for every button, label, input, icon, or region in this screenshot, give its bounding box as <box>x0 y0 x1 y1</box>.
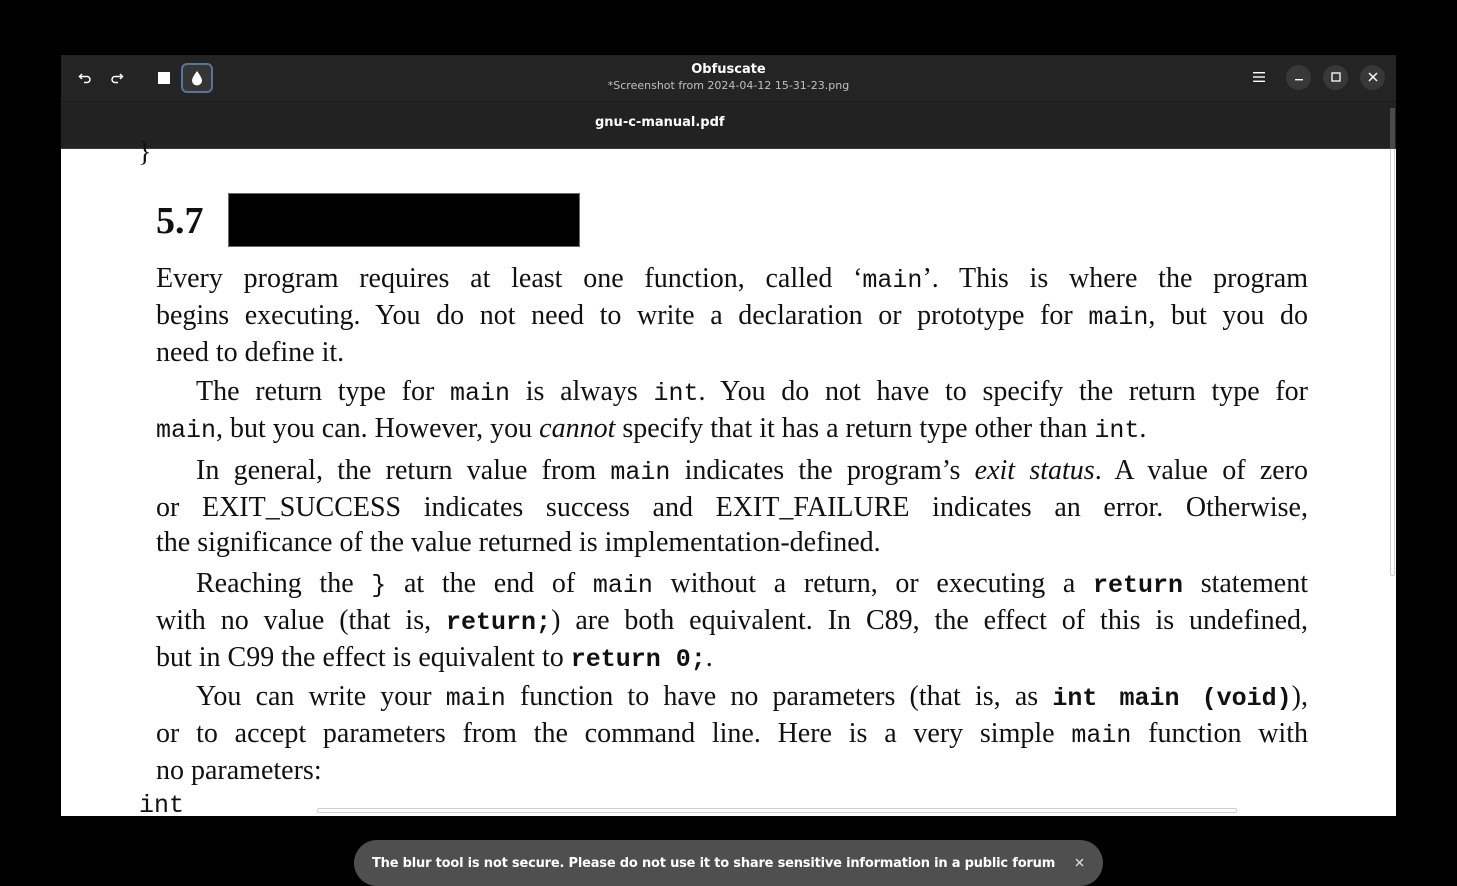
toast-message: The blur tool is not secure. Please do not use it to share sensitive information in a public forum <box>372 855 1056 871</box>
vertical-scrollbar[interactable] <box>1390 108 1395 576</box>
redo-button[interactable] <box>101 63 133 93</box>
blur-tool-button[interactable] <box>181 63 213 93</box>
inline-code: int <box>1094 416 1140 445</box>
section-number: 5.7 <box>156 200 204 242</box>
inline-code: main <box>445 684 506 713</box>
paragraph <box>156 453 1308 560</box>
code-fragment: int <box>139 791 185 820</box>
undo-button[interactable] <box>69 63 101 93</box>
inline-code: int main (void) <box>1052 684 1292 713</box>
inline-code: return; <box>446 608 552 637</box>
image-info-bar <box>61 102 1396 149</box>
horizontal-scrollbar[interactable] <box>317 808 1237 813</box>
inline-code: main <box>862 266 923 295</box>
text-line: need to define it. <box>156 337 345 368</box>
inline-code: main <box>1088 303 1149 332</box>
image-filename: gnu-c-manual.pdf <box>595 115 725 130</box>
inline-code: int <box>653 379 699 408</box>
window-title: Obfuscate <box>691 62 766 77</box>
text-line: begins executing. You do not need to write a declaration or prototype for main, but you do <box>156 300 1308 332</box>
title-block <box>61 62 1396 93</box>
inline-code: main <box>450 379 511 408</box>
text-line: The return type for main is always int. You do not have to specify the return type for <box>196 376 1308 408</box>
text-line: or EXIT_SUCCESS indicates success and EXIT_FAILURE indicates an error. Otherwise, <box>156 492 1308 523</box>
inline-code: } <box>371 571 387 600</box>
text-line: but in C99 the effect is equivalent to return 0;. <box>156 642 713 674</box>
inline-code: return 0; <box>570 645 706 674</box>
inline-code: return <box>1093 571 1184 600</box>
emphasis: exit status <box>974 455 1095 486</box>
main-menu-button[interactable] <box>1243 63 1275 93</box>
redo-icon <box>110 71 124 85</box>
text-line: Every program requires at least one function, called ‘main’. This is where the program <box>156 263 1308 295</box>
vertical-scrollbar-thumb[interactable] <box>1390 108 1395 149</box>
blur-drop-icon <box>191 70 203 86</box>
app-window <box>61 55 1396 871</box>
window-subtitle: *Screenshot from 2024-04-12 15-31-23.png <box>607 79 850 92</box>
minimize-button[interactable] <box>1286 65 1311 90</box>
toast-close-button[interactable] <box>1069 853 1089 873</box>
maximize-icon <box>1331 69 1341 87</box>
maximize-button[interactable] <box>1323 65 1348 90</box>
close-icon <box>1368 69 1378 87</box>
paragraph <box>156 679 1308 788</box>
warning-toast <box>354 840 1103 886</box>
text-line: the significance of the value returned is implementation-defined. <box>156 527 881 558</box>
fill-tool-button[interactable] <box>148 63 180 93</box>
code-closing-brace: } <box>138 137 152 168</box>
emphasis: cannot <box>539 413 616 444</box>
close-icon <box>1075 854 1084 872</box>
text-line: Reaching the } at the end of main without a return, or executing a return statement <box>196 568 1309 600</box>
image-canvas[interactable] <box>61 137 1396 871</box>
minimize-icon <box>1294 69 1304 87</box>
paragraph <box>156 261 1308 370</box>
text-line: with no value (that is, return;) are both equivalent. In C89, the effect of this is undefined, <box>156 605 1309 637</box>
square-fill-icon <box>158 72 170 84</box>
inline-code: main <box>610 458 671 487</box>
close-button[interactable] <box>1360 65 1385 90</box>
inline-code: main <box>592 571 653 600</box>
hamburger-menu-icon <box>1253 69 1265 87</box>
text-line: In general, the return value from main indicates the program’s exit status. A value of zero <box>196 455 1308 487</box>
inline-code: main <box>1071 721 1132 750</box>
paragraph <box>156 566 1308 677</box>
paragraph <box>156 374 1308 448</box>
text-line: no parameters: <box>156 755 322 786</box>
redacted-section-title <box>228 193 580 247</box>
undo-icon <box>78 71 92 85</box>
text-line: main, but you can. However, you cannot specify that it has a return type other than int. <box>156 413 1147 445</box>
inline-code: main <box>156 416 217 445</box>
text-line: or to accept parameters from the command line. Here is a very simple main function with <box>156 718 1308 750</box>
text-line: You can write your main function to have no parameters (that is, as int main (void)), <box>196 681 1308 713</box>
header-bar <box>61 55 1396 102</box>
